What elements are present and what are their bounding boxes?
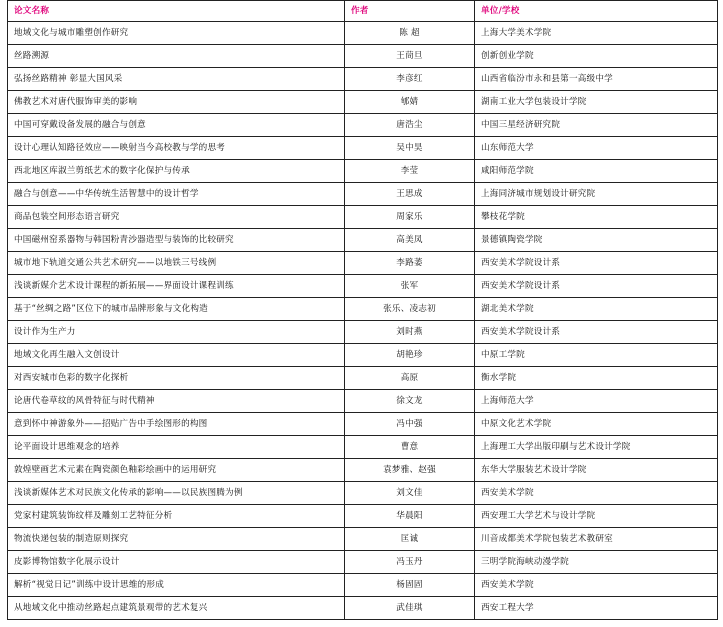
unit-cell: 上海同济城市规划设计研究院 [475,183,718,206]
author-cell: 徐文龙 [345,390,475,413]
table-body [8,22,718,620]
paper-title-cell: 从地域文化中推动丝路起点建筑景观带的艺术复兴 [8,597,345,620]
table-row [8,459,718,482]
paper-title-cell: 皮影博物馆数字化展示设计 [8,551,345,574]
unit-cell: 中原工学院 [475,344,718,367]
table-row [8,390,718,413]
author-cell: 高原 [345,367,475,390]
paper-list-sheet [7,0,717,620]
paper-title-cell: 对西安城市色彩的数字化探析 [8,367,345,390]
paper-title-cell: 中国可穿戴设备发展的融合与创意 [8,114,345,137]
author-cell: 曹意 [345,436,475,459]
paper-title-cell: 意到怀中神游象外——招贴广告中手绘图形的构图 [8,413,345,436]
paper-title-cell: 设计作为生产力 [8,321,345,344]
paper-title-cell: 党家村建筑装饰纹样及雕刻工艺特征分析 [8,505,345,528]
author-cell: 李彦红 [345,68,475,91]
author-cell: 王茼旦 [345,45,475,68]
author-cell: 冯中强 [345,413,475,436]
author-cell: 张军 [345,275,475,298]
table-row [8,413,718,436]
author-cell: 李路萎 [345,252,475,275]
paper-title-cell: 西北地区库淑兰剪纸艺术的数字化保护与传承 [8,160,345,183]
table-row [8,298,718,321]
author-cell: 冯玉丹 [345,551,475,574]
paper-title-cell: 中国磁州窑系器物与韩国粉青沙器造型与装饰的比较研究 [8,229,345,252]
unit-cell: 衡水学院 [475,367,718,390]
paper-title-cell: 融合与创意——中华传统生活智慧中的设计哲学 [8,183,345,206]
unit-cell: 西安美术学院设计系 [475,275,718,298]
paper-title-cell: 弘扬丝路精神 彰显大国风采 [8,68,345,91]
author-cell: 刘文佳 [345,482,475,505]
author-cell: 袁梦雅、赵强 [345,459,475,482]
unit-cell: 上海师范大学 [475,390,718,413]
paper-title-cell: 浅谈新媒介艺术设计课程的新拓展——界面设计课程训练 [8,275,345,298]
unit-cell: 西安美术学院设计系 [475,321,718,344]
table-row [8,137,718,160]
author-cell: 武佳琪 [345,597,475,620]
author-cell: 吴中昊 [345,137,475,160]
table-row [8,206,718,229]
unit-cell: 西安工程大学 [475,597,718,620]
paper-title-cell: 基于“丝绸之路”区位下的城市品牌形象与文化构造 [8,298,345,321]
unit-cell: 中原文化艺术学院 [475,413,718,436]
author-cell: 唐浩尘 [345,114,475,137]
paper-title-cell: 浅谈新媒体艺术对民族文化传承的影响——以民族图腾为例 [8,482,345,505]
unit-cell: 景德镇陶瓷学院 [475,229,718,252]
unit-cell: 上海理工大学出版印刷与艺术设计学院 [475,436,718,459]
table-row [8,528,718,551]
paper-title-cell: 丝路溯源 [8,45,345,68]
table-row [8,114,718,137]
author-cell: 周家乐 [345,206,475,229]
paper-title-cell: 地域文化与城市雕塑创作研究 [8,22,345,45]
table-row [8,229,718,252]
unit-cell: 西安美术学院 [475,482,718,505]
unit-cell: 西安美术学院设计系 [475,252,718,275]
unit-cell: 中国三星经济研究院 [475,114,718,137]
paper-title-cell: 商品包装空间形态语言研究 [8,206,345,229]
table-row [8,344,718,367]
unit-cell: 上海大学美术学院 [475,22,718,45]
author-cell: 刘时燕 [345,321,475,344]
paper-title-cell: 论平面设计思维观念的培养 [8,436,345,459]
unit-cell: 山西省临汾市永和县第一高级中学 [475,68,718,91]
header-author: 作者 [345,1,475,22]
unit-cell: 咸阳师范学院 [475,160,718,183]
unit-cell: 西安理工大学艺术与设计学院 [475,505,718,528]
table-row [8,436,718,459]
table-row [8,68,718,91]
header-unit: 单位/学校 [475,1,718,22]
unit-cell: 三明学院海峡动漫学院 [475,551,718,574]
table-row [8,22,718,45]
paper-title-cell: 物流快递包装的制造原则探究 [8,528,345,551]
paper-table [7,0,718,620]
table-row [8,183,718,206]
unit-cell: 湖南工业大学包装设计学院 [475,91,718,114]
paper-title-cell: 解析“视觉日记”训练中设计思维的形成 [8,574,345,597]
unit-cell: 山东师范大学 [475,137,718,160]
unit-cell: 川音成都美术学院包装艺术教研室 [475,528,718,551]
table-row [8,367,718,390]
unit-cell: 湖北美术学院 [475,298,718,321]
table-row [8,597,718,620]
header-row [8,1,718,22]
author-cell: 王思成 [345,183,475,206]
unit-cell: 攀枝花学院 [475,206,718,229]
paper-title-cell: 设计心理认知路径效应——映射当今高校教与学的思考 [8,137,345,160]
table-row [8,275,718,298]
author-cell: 匡诚 [345,528,475,551]
author-cell: 杨固固 [345,574,475,597]
author-cell: 华晨阳 [345,505,475,528]
table-row [8,321,718,344]
table-row [8,505,718,528]
author-cell: 高美凤 [345,229,475,252]
table-row [8,482,718,505]
table-row [8,574,718,597]
author-cell: 郇婧 [345,91,475,114]
unit-cell: 东华大学服装艺术设计学院 [475,459,718,482]
author-cell: 张乐、凌志初 [345,298,475,321]
table-row [8,45,718,68]
unit-cell: 创新创业学院 [475,45,718,68]
table-row [8,160,718,183]
paper-title-cell: 论唐代卷草纹的风骨特征与时代精神 [8,390,345,413]
paper-title-cell: 佛教艺术对唐代服饰审美的影响 [8,91,345,114]
paper-title-cell: 敦煌壁画艺术元素在陶瓷颜色釉彩绘画中的运用研究 [8,459,345,482]
table-row [8,551,718,574]
author-cell: 李莹 [345,160,475,183]
table-row [8,252,718,275]
author-cell: 胡艳珍 [345,344,475,367]
unit-cell: 西安美术学院 [475,574,718,597]
author-cell: 陈 超 [345,22,475,45]
paper-title-cell: 地域文化再生融入文创设计 [8,344,345,367]
table-row [8,91,718,114]
header-title: 论文名称 [8,1,345,22]
paper-title-cell: 城市地下轨道交通公共艺术研究——以地铁三号线例 [8,252,345,275]
